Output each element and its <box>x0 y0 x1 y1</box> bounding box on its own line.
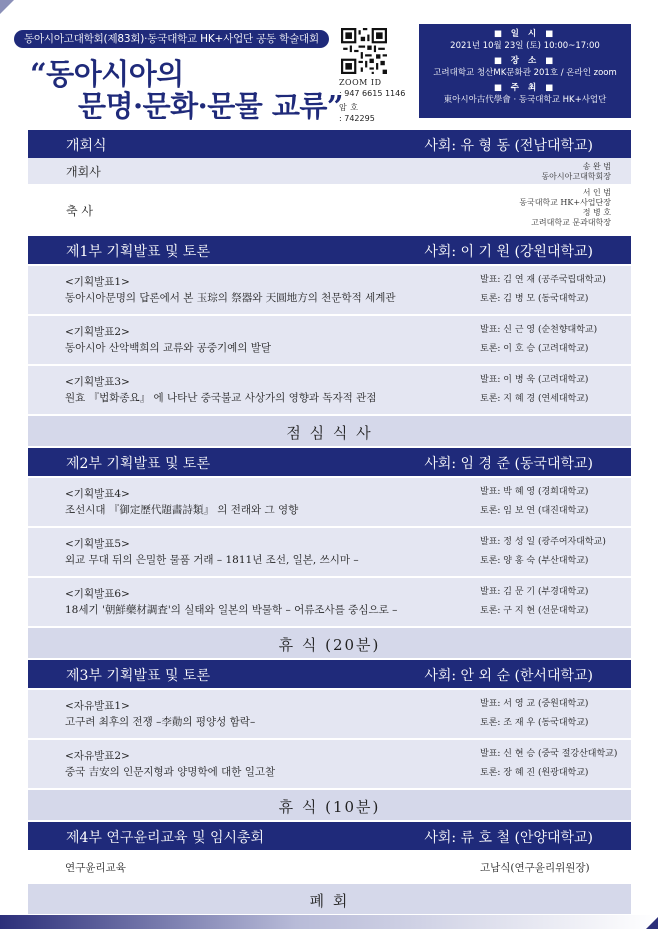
password-value: : 742295 <box>339 114 375 123</box>
zoom-id-label: ZOOM ID <box>339 78 382 87</box>
part3-item2 <box>28 740 631 788</box>
congrats-label: 축 사 <box>66 204 93 218</box>
discussant: 토론: 임 보 연 (대진대학교) <box>480 506 589 516</box>
break1-label: 휴 식 (20분) <box>278 636 381 654</box>
opening-mc: 사회: 유 형 동 (전남대학교) <box>424 138 593 154</box>
presentation-tag: <기획발표3> <box>65 376 130 388</box>
presenter: 발표: 김 연 재 (공주국립대학교) <box>480 275 606 285</box>
presentation-title: 외교 무대 뒤의 은밀한 물품 거래 – 1811년 조선, 일본, 쓰시마 – <box>65 554 359 566</box>
password-label: 암 호 <box>339 103 359 112</box>
discussant: 토론: 이 호 승 (고려대학교) <box>480 344 589 354</box>
presenter: 발표: 박 혜 영 (경희대학교) <box>480 487 589 497</box>
congrats-row <box>28 186 631 232</box>
part3-mc: 사회: 안 외 순 (한서대학교) <box>424 668 593 684</box>
part2-item2 <box>28 528 631 576</box>
presentation-tag: <기획발표1> <box>65 276 130 288</box>
presentation-title: 중국 吉安의 인문지형과 양명학에 대한 일고찰 <box>65 766 276 778</box>
part4-header <box>28 822 631 850</box>
part1-mc: 사회: 이 기 원 (강원대학교) <box>424 244 593 260</box>
presentation-title: 동아시아 산악백희의 교류와 공중기예의 발달 <box>65 342 272 354</box>
part1-header <box>28 236 631 264</box>
event-info-box <box>419 24 631 118</box>
congrats-speaker2-name: 정 병 호 <box>582 208 611 217</box>
zoom-info <box>339 77 405 124</box>
presentation-info <box>65 586 397 618</box>
lunch-label: 점 심 식 사 <box>286 424 373 442</box>
opening-speaker <box>541 162 611 182</box>
place-heading: ■ 장 소 ■ <box>493 56 557 66</box>
presentation-speakers <box>480 371 588 409</box>
break2-row <box>28 790 631 820</box>
opening-speaker-name: 송 완 범 <box>582 162 611 171</box>
presentation-info <box>65 698 255 730</box>
main-title-line2: 문명·문화·문물 교류” <box>78 89 344 123</box>
date-value: 2021년 10월 23일 (토) 10:00~17:00 <box>450 41 600 51</box>
ethics-speaker: 고남식(연구윤리위원장) <box>480 862 590 874</box>
presentation-speakers <box>480 271 606 309</box>
presenter: 발표: 정 성 일 (광주여자대학교) <box>480 537 606 547</box>
qr-code-icon <box>341 28 387 74</box>
congrats-speaker2-aff: 고려대학교 문과대학장 <box>531 218 611 227</box>
congrats-speaker1-name: 서 인 범 <box>582 188 611 197</box>
part2-mc: 사회: 임 경 준 (동국대학교) <box>424 456 593 472</box>
zoom-id-value: : 947 6615 1146 <box>339 89 406 98</box>
part2-item3 <box>28 578 631 626</box>
presentation-title: 동아시아문명의 답론에서 본 玉琮의 祭器와 天圓地方의 천문학적 세계관 <box>65 292 396 304</box>
presenter: 발표: 이 병 욱 (고려대학교) <box>480 375 589 385</box>
presenter: 발표: 김 문 기 (부경대학교) <box>480 587 589 597</box>
presenter: 발표: 신 현 승 (중국 절강산대학교) <box>480 749 618 759</box>
presentation-speakers <box>480 483 588 521</box>
discussant: 토론: 지 혜 경 (연세대학교) <box>480 394 589 404</box>
presentation-tag: <기획발표2> <box>65 326 130 338</box>
presentation-title: 18세기 '朝鮮藥材調査'의 실태와 일본의 박물학 – 어류조사를 중심으로 – <box>65 604 398 616</box>
break2-label: 휴 식 (10분) <box>278 798 381 816</box>
congrats-speaker1-aff: 동국대학교 HK+사업단장 <box>519 198 611 207</box>
discussant: 토론: 장 혜 진 (원광대학교) <box>480 768 589 778</box>
presenter: 발표: 신 근 영 (순천향대학교) <box>480 325 598 335</box>
opening-speech-row <box>28 158 631 184</box>
part2-title: 제2부 기획발표 및 토론 <box>66 456 210 472</box>
closing-row <box>28 884 631 914</box>
part3-title: 제3부 기획발표 및 토론 <box>66 668 210 684</box>
part1-item2 <box>28 316 631 364</box>
discussant: 토론: 양 홍 숙 (부산대학교) <box>480 556 589 566</box>
presentation-tag: <기획발표4> <box>65 488 130 500</box>
presentation-speakers <box>480 745 617 783</box>
date-heading: ■ 일 시 ■ <box>493 29 557 39</box>
opening-speaker-aff: 동아시아고대학회장 <box>541 172 611 181</box>
presentation-title: 고구려 최후의 전쟁 –李勣의 평양성 함락– <box>65 716 256 728</box>
opening-speech-label: 개회사 <box>66 165 101 179</box>
ethics-education: 연구윤리교육 <box>65 862 126 874</box>
discussant: 토론: 김 병 모 (동국대학교) <box>480 294 589 304</box>
part4-item <box>28 852 631 882</box>
opening-title: 개회식 <box>66 138 107 154</box>
host-heading: ■ 주 최 ■ <box>493 83 557 93</box>
main-title-line1: “동아시아의 <box>30 57 184 91</box>
opening-header <box>28 130 631 158</box>
presenter: 발표: 서 영 교 (중원대학교) <box>480 699 589 709</box>
presentation-info <box>65 374 376 406</box>
presentation-title: 조선시대 『御定歷代題畵詩類』 의 전래와 그 영향 <box>65 504 299 516</box>
part2-item1 <box>28 478 631 526</box>
presentation-tag: <자유발표1> <box>65 700 130 712</box>
break1-row <box>28 628 631 658</box>
congrats-speakers <box>519 188 611 228</box>
presentation-tag: <기획발표6> <box>65 588 130 600</box>
presentation-tag: <자유발표2> <box>65 750 130 762</box>
presentation-info <box>65 486 298 518</box>
host-value: 東아시아古代學會 · 동국대학교 HK+사업단 <box>443 95 607 105</box>
lunch-row <box>28 416 631 446</box>
presentation-tag: <기획발표5> <box>65 538 130 550</box>
presentation-speakers <box>480 695 588 733</box>
corner-decoration-bottom <box>646 917 658 929</box>
presentation-speakers <box>480 533 606 571</box>
bottom-gradient-bar <box>0 915 658 929</box>
part1-item1 <box>28 266 631 314</box>
part1-item3 <box>28 366 631 414</box>
part4-title: 제4부 연구윤리교육 및 임시총회 <box>66 830 265 846</box>
presentation-info <box>65 536 359 568</box>
part2-header <box>28 448 631 476</box>
part3-header <box>28 660 631 688</box>
part3-item1 <box>28 690 631 738</box>
event-banner: 동아시아고대학회(제83회)·동국대학교 HK+사업단 공동 학술대회 <box>14 30 329 48</box>
closing-label: 폐 회 <box>309 892 350 910</box>
presentation-info <box>65 324 271 356</box>
presentation-info <box>65 274 396 306</box>
place-value: 고려대학교 청산MK문화관 201호 / 온라인 zoom <box>433 68 617 78</box>
corner-decoration <box>0 0 14 14</box>
presentation-speakers <box>480 583 588 621</box>
discussant: 토론: 조 재 우 (동국대학교) <box>480 718 589 728</box>
presentation-speakers <box>480 321 597 359</box>
presentation-info <box>65 748 275 780</box>
discussant: 토론: 구 지 현 (선문대학교) <box>480 606 589 616</box>
part1-title: 제1부 기획발표 및 토론 <box>66 244 210 260</box>
part4-mc: 사회: 류 호 철 (안양대학교) <box>424 830 593 846</box>
presentation-title: 원효 『법화종요』 에 나타난 중국불교 사상가의 영향과 독자적 관점 <box>65 392 377 404</box>
